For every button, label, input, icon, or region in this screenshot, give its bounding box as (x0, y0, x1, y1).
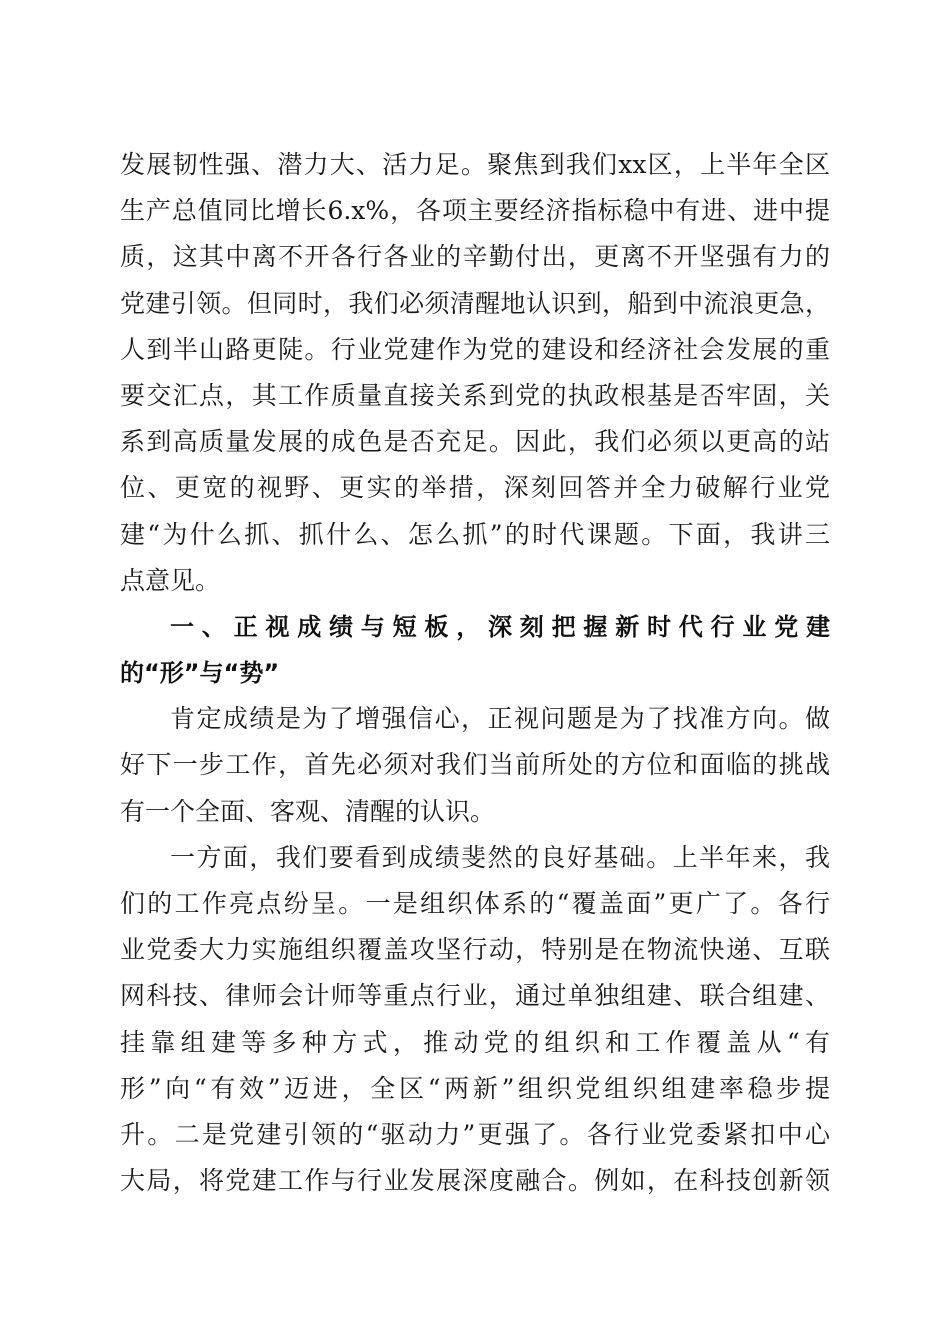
text-line: 有一个全面、客观、清醒的认识。 (120, 796, 496, 826)
text-line: 要交汇点，其工作质量直接关系到党的执政根基是否牢固，关 (120, 380, 830, 410)
text-line: 好下一步工作，首先必须对我们当前所处的方位和面临的挑战 (120, 750, 830, 780)
text-line: 发展韧性强、潜力大、活力足。聚焦到我们xx区，上半年全区 (120, 150, 830, 179)
text-line: 升。二是党建引领的“驱动力”更强了。各行业党委紧扣中心 (120, 1119, 830, 1149)
text-line: 位、更宽的视野、更实的举措，深刻回答并全力破解行业党 (120, 473, 830, 503)
text-line: 建“为什么抓、抓什么、怎么抓”的时代课题。下面，我讲三 (120, 519, 830, 549)
heading-line: 的“形”与“势” (120, 659, 280, 688)
text-line: 大局，将党建工作与行业发展深度融合。例如，在科技创新领 (120, 1166, 830, 1196)
text-line: 一方面，我们要看到成绩斐然的良好基础。上半年来，我 (170, 842, 830, 872)
text-line: 党建引领。但同时，我们必须清醒地认识到，船到中流浪更急， (120, 288, 830, 318)
section-heading (120, 604, 830, 696)
text-line: 质，这其中离不开各行各业的辛勤付出，更离不开坚强有力的 (120, 242, 830, 272)
text-line: 点意见。 (120, 565, 221, 595)
document-body (120, 142, 830, 1204)
heading-line: 一、正视成绩与短板，深刻把握新时代行业党建 (170, 612, 830, 641)
text-line: 业党委大力实施组织覆盖攻坚行动，特别是在物流快递、互联 (120, 935, 830, 965)
text-line: 网科技、律师会计师等重点行业，通过单独组建、联合组建、 (120, 981, 830, 1011)
paragraph-achievements (120, 835, 830, 1205)
text-line: 系到高质量发展的成色是否充足。因此，我们必须以更高的站 (120, 427, 830, 457)
text-line: 形”向“有效”迈进，全区“两新”组织党组织组建率稳步提 (120, 1073, 830, 1103)
text-line: 人到半山路更陡。行业党建作为党的建设和经济社会发展的重 (120, 334, 830, 364)
text-line: 们的工作亮点纷呈。一是组织体系的“覆盖面”更广了。各行 (120, 889, 830, 918)
paragraph-acknowledge (120, 696, 830, 835)
text-line: 肯定成绩是为了增强信心，正视问题是为了找准方向。做 (170, 704, 830, 734)
paragraph-intro (120, 142, 830, 604)
text-line: 挂靠组建等多种方式，推动党的组织和工作覆盖从“有 (120, 1027, 830, 1057)
text-line: 生产总值同比增长6.x%，各项主要经济指标稳中有进、进中提 (120, 196, 830, 226)
